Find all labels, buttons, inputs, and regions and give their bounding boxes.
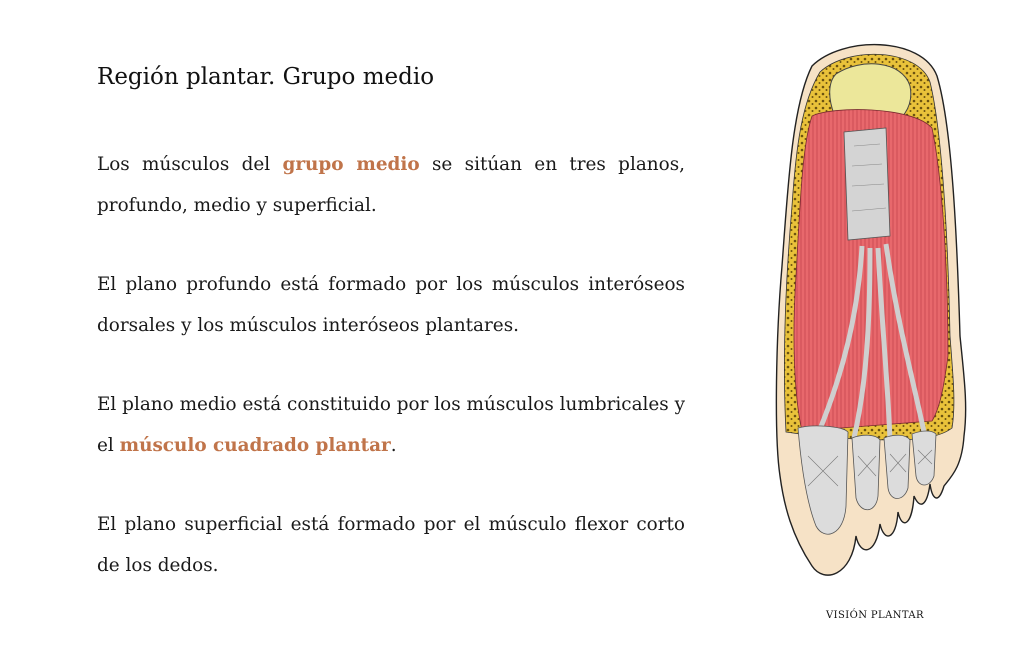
paragraph-plano-medio — [97, 384, 685, 466]
paragraph-intro — [97, 144, 685, 226]
figure-caption: VISIÓN PLANTAR — [826, 610, 924, 621]
paragraph-intro-after: se sitúan en tres planos, profundo, medio y superficial. — [97, 154, 685, 216]
plantar-view-illustration — [772, 36, 974, 584]
paragraph-plano-superficial: El plano superficial está formado por el músculo flexor corto de los dedos. — [97, 514, 685, 576]
paragraph-plano-profundo: El plano profundo está formado por los músculos interóseos dorsales y los músculos interóseos plantares. — [97, 274, 685, 336]
page-title: Región plantar. Grupo medio — [97, 64, 435, 90]
link-musculo-cuadrado-plantar[interactable]: músculo cuadrado plantar — [119, 435, 391, 456]
paragraph-plano-medio-after: . — [390, 435, 397, 456]
link-grupo-medio[interactable]: grupo medio — [282, 154, 420, 175]
paragraph-intro-before: Los músculos del — [97, 154, 283, 175]
paragraph-plano-medio-before: El plano medio está constituido por los músculos lumbricales y el — [97, 394, 685, 456]
